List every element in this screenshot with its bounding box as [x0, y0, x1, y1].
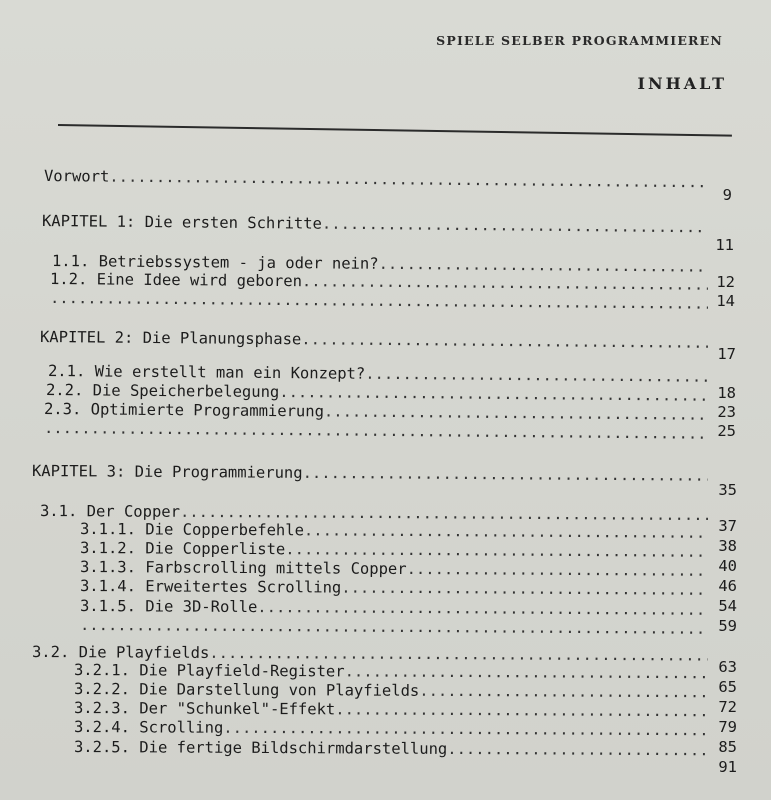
page-number: 37 [718, 517, 737, 535]
dot-leader [109, 167, 704, 193]
toc-entry-1-1: 1.1. Betriebssystem - ja oder nein? ..... [52, 251, 708, 277]
toc-entry-3-1-5: 3.1.5. Die 3D-Rolle ..... [80, 596, 708, 620]
dot-leader [447, 739, 708, 760]
toc-entry-3-1-3: 3.1.3. Farbscrolling mittels Copper ..... [80, 557, 708, 581]
page-number: 25 [717, 422, 736, 440]
toc-entry-kapitel-1: KAPITEL 1: Die ersten Schritte ..... [42, 211, 707, 237]
page-number: 46 [718, 577, 737, 595]
page-number: 11 [715, 236, 734, 254]
toc-leader-line [80, 615, 708, 639]
dot-leader [301, 329, 708, 353]
page-number: 9 [722, 186, 732, 204]
dot-leader [303, 463, 709, 486]
toc-entry-3-2-4: 3.2.4. Scrolling ..... [74, 717, 708, 740]
toc-entry-3-1-1: 3.1.1. Die Copperbefehle ..... [80, 519, 708, 543]
toc-entry-1-2: 1.2. Eine Idee wird geboren ..... [50, 269, 708, 295]
toc-entry-3-2-5: 3.2.5. Die fertige Bildschirmdarstellung ..... [74, 737, 708, 760]
book-title: SPIELE SELBER PROGRAMMIEREN [436, 33, 723, 48]
toc-entry-3-2-3: 3.2.3. Der "Schunkel"-Effekt ..... [74, 698, 708, 721]
page-number: 35 [718, 481, 737, 499]
page-number: 17 [717, 345, 736, 363]
toc-entry-2-1: 2.1. Wie erstellt man ein Konzept? ..... [48, 361, 708, 387]
page-number: 40 [718, 557, 737, 575]
dot-leader [80, 615, 708, 639]
page-number: 63 [718, 658, 737, 676]
toc-entry-2-2: 2.2. Die Speicherbelegung ..... [46, 380, 708, 406]
toc-entry-3-2: 3.2. Die Playfields ..... [32, 642, 708, 666]
toc-entry-vorwort: Vorwort ..... [44, 166, 704, 192]
page-number: 54 [718, 597, 737, 615]
page-number: 65 [718, 678, 737, 696]
page-number: 79 [718, 718, 737, 736]
toc-entry-3-1-2: 3.1.2. Die Copperliste ..... [80, 538, 708, 562]
dot-leader [341, 578, 708, 600]
dot-leader [223, 718, 708, 741]
toc-entry-3-2-2: 3.2.2. Die Darstellung von Playfields ..... [74, 679, 708, 702]
toc-entry-2-3: 2.3. Optimierte Programmierung ..... [44, 399, 708, 425]
dot-leader [322, 214, 707, 238]
toc-entry-3-1-4: 3.1.4. Erweitertes Scrolling ..... [80, 576, 708, 600]
page-number: 23 [717, 403, 736, 421]
toc-entry-3-2-1: 3.2.1. Die Playfield-Register ..... [74, 660, 708, 683]
page-number: 91 [718, 758, 737, 776]
section-title: INHALT [637, 74, 727, 93]
page-number: 85 [718, 738, 737, 756]
page-number: 18 [717, 384, 736, 402]
toc-entry-kapitel-3: KAPITEL 3: Die Programmierung ..... [32, 461, 708, 486]
page-number: 72 [718, 698, 737, 716]
toc-entry-3-1: 3.1. Der Copper ..... [40, 501, 708, 525]
toc-entry-kapitel-2: KAPITEL 2: Die Planungsphase ..... [40, 327, 708, 353]
page-number: 14 [716, 292, 735, 310]
page-number: 12 [716, 273, 735, 291]
page-number: 38 [718, 537, 737, 555]
page-number: 59 [718, 617, 737, 635]
